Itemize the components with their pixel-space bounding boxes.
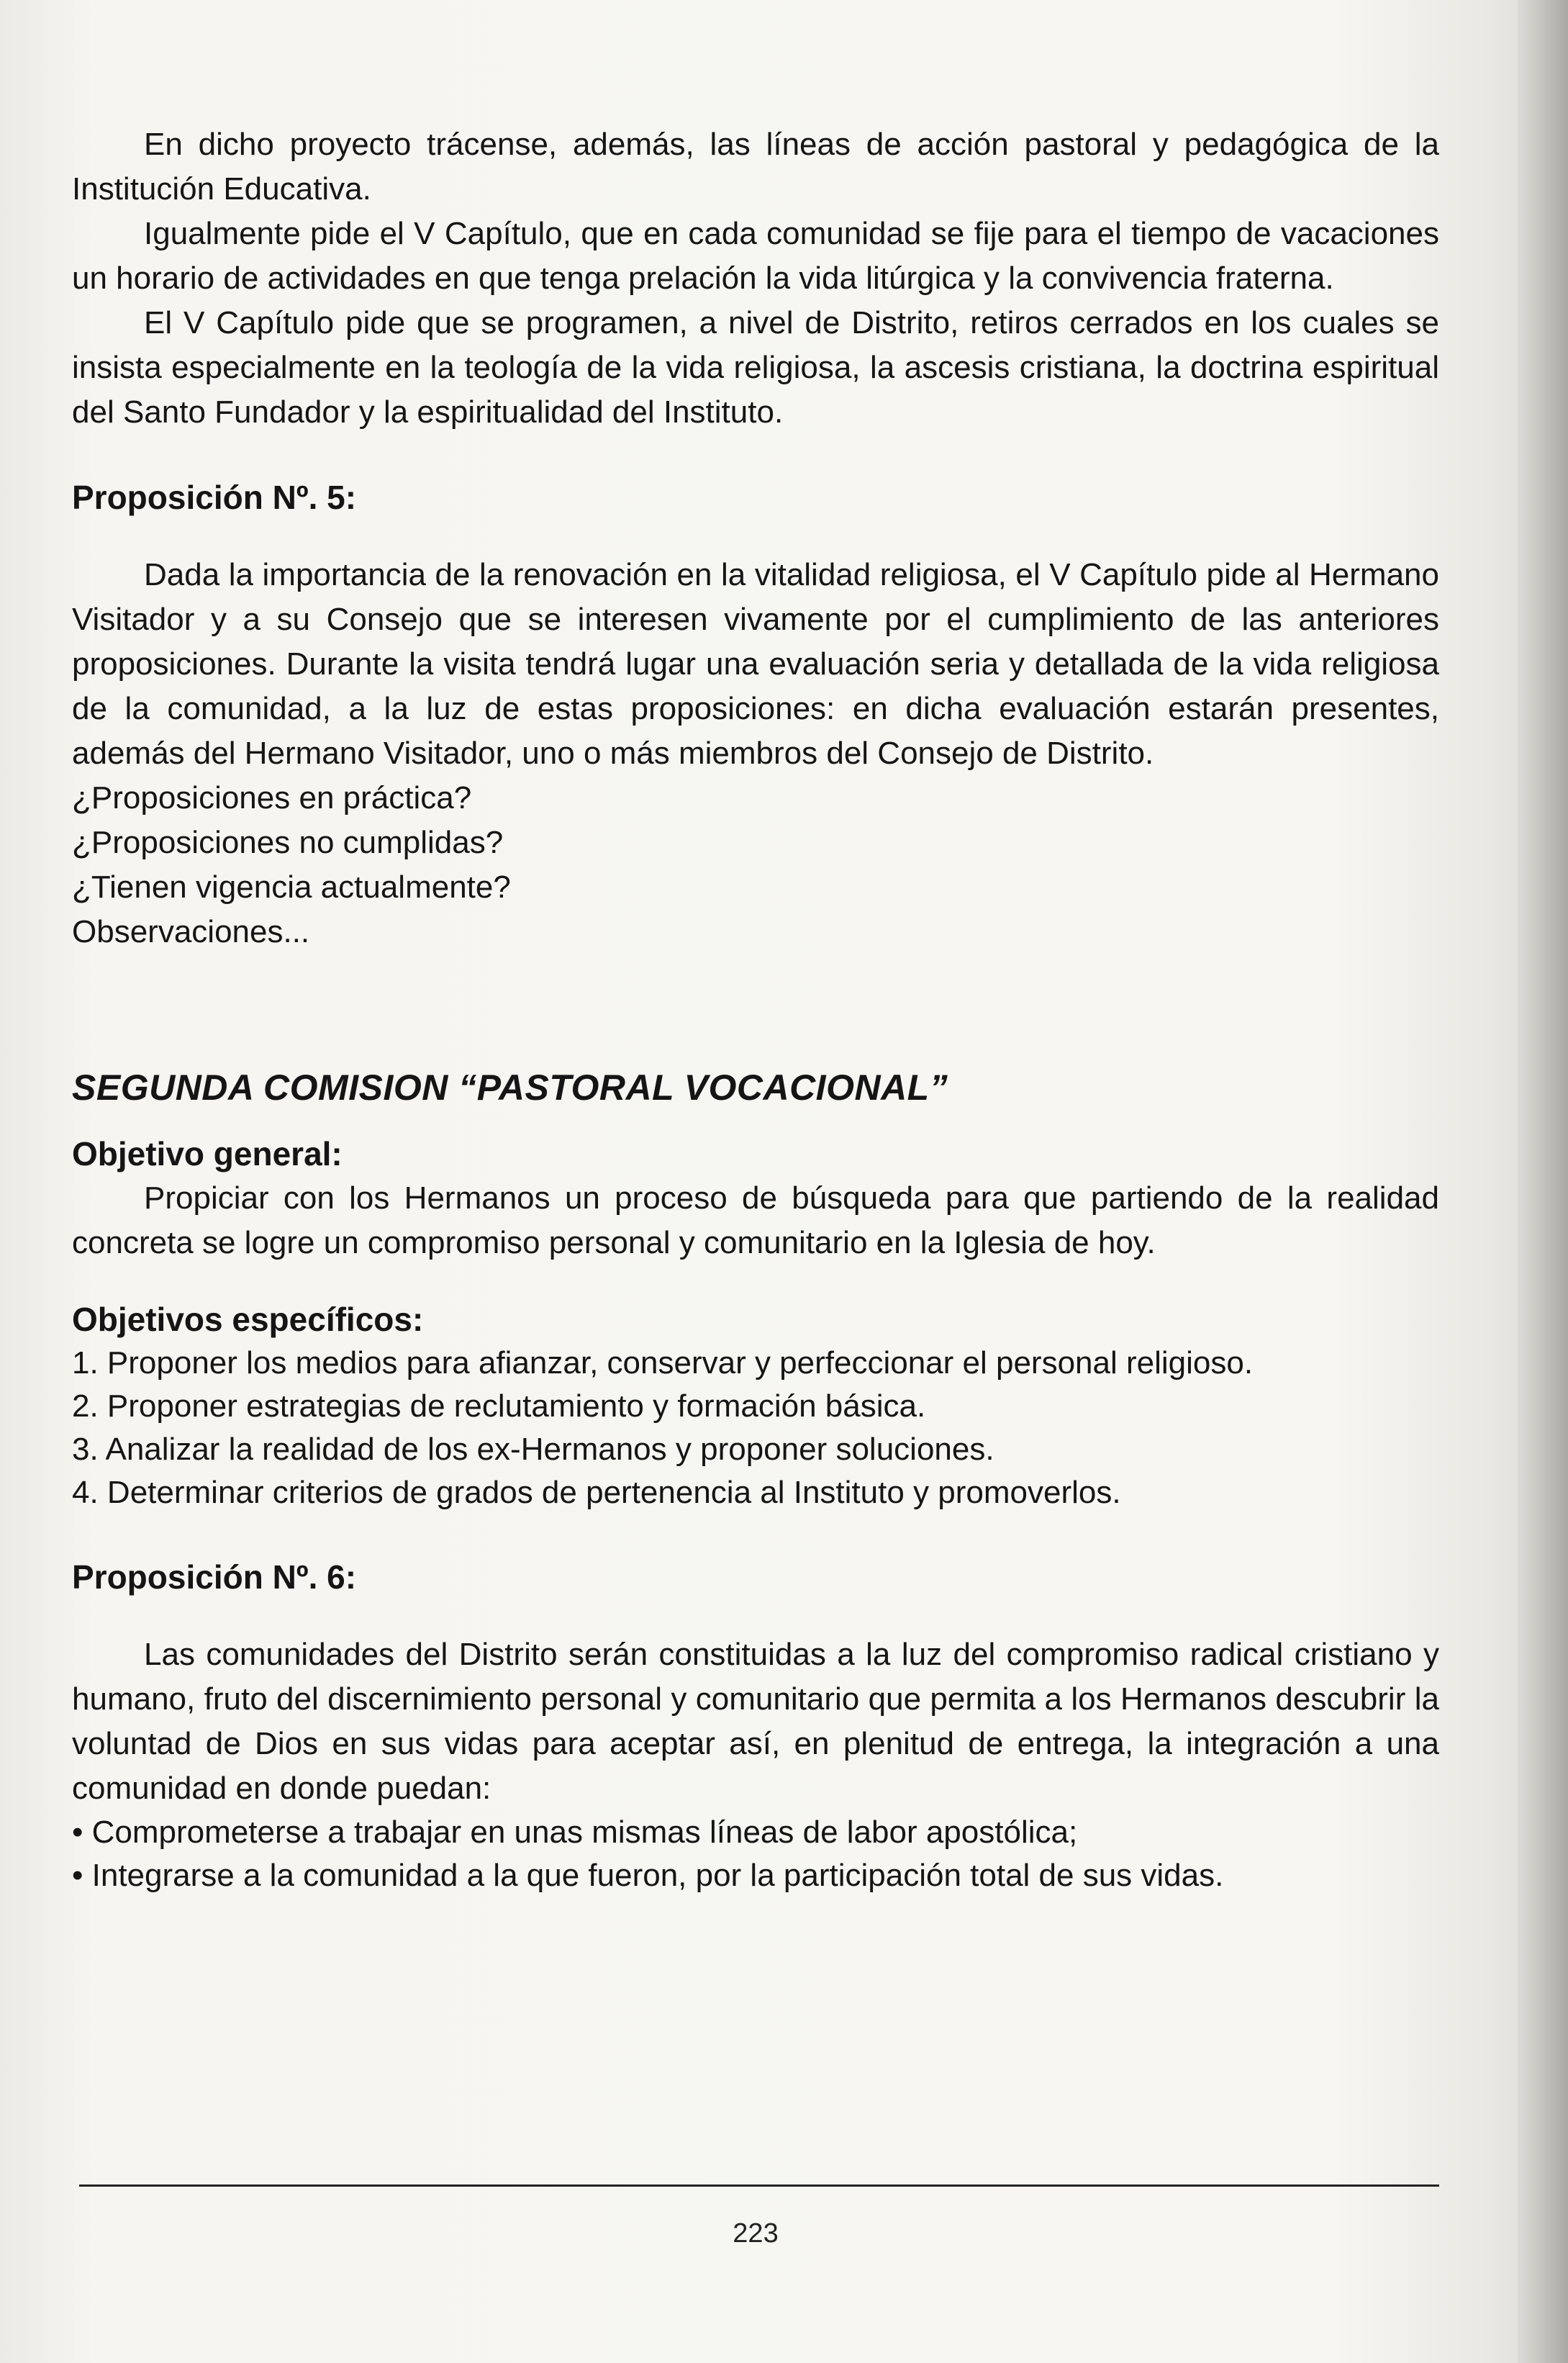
paragraph-retiros: El V Capítulo pide que se programen, a nivel de Distrito, retiros cerrados en los cuales se insista especialmente en la teología de la vida religiosa, la ascesis cristiana, la doctrina espiritual del Santo Fundador y la espiritualidad del Instituto. <box>72 305 1439 430</box>
book-spine-shadow <box>1518 0 1568 2363</box>
objetivos-especificos-label: Objetivos específicos: <box>72 1301 424 1338</box>
observaciones: Observaciones... <box>72 914 310 949</box>
list-item: 3. Analizar la realidad de los ex-Hermanos y proponer soluciones. <box>72 1432 994 1467</box>
proposicion-5-body: Dada la importancia de la renovación en la vitalidad religiosa, el V Capítulo pide al Hermano Visitador y a su Consejo que se interesen vivamente por el cumplimiento de las anteriores proposiciones. Durante la visita tendrá lugar una evaluación seria y detallada de la vida religiosa de la comunidad, a la luz de estas proposiciones: en dicha evaluación estarán presentes, además del Hermano Visitador, uno o más miembros del Consejo de Distrito. <box>72 557 1439 771</box>
list-item: • Comprometerse a trabajar en unas mismas líneas de labor apostólica; <box>72 1815 1078 1850</box>
segunda-comision-title: SEGUNDA COMISION “PASTORAL VOCACIONAL” <box>72 1067 948 1108</box>
question-en-practica: ¿Proposiciones en práctica? <box>72 780 472 815</box>
proposicion-6-body: Las comunidades del Distrito serán constituidas a la luz del compromiso radical cristiano y humano, fruto del discernimiento personal y comunitario que permita a los Hermanos descubrir la voluntad de Dios en sus vidas para aceptar así, en plenitud de entrega, la integración a una comunidad en donde puedan: <box>72 1637 1439 1806</box>
objetivo-general-text: Propiciar con los Hermanos un proceso de búsqueda para que partiendo de la realidad concreta se logre un compromiso personal y comunitario en la Iglesia de hoy. <box>72 1180 1439 1260</box>
proposicion-6-title: Proposición Nº. 6: <box>72 1558 357 1596</box>
list-item: 1. Proponer los medios para afianzar, conservar y perfeccionar el personal religioso. <box>72 1345 1254 1381</box>
proposicion-5-title: Proposición Nº. 5: <box>72 479 357 516</box>
paragraph-vacaciones: Igualmente pide el V Capítulo, que en cada comunidad se fije para el tiempo de vacaciones un horario de actividades en que tenga prelación la vida litúrgica y la convivencia fraterna. <box>72 216 1439 296</box>
proposicion-6-bullets <box>72 1811 1439 1897</box>
list-item: 4. Determinar criterios de grados de pertenencia al Instituto y promoverlos. <box>72 1475 1121 1510</box>
question-vigencia: ¿Tienen vigencia actualmente? <box>72 869 511 905</box>
list-item: • Integrarse a la comunidad a la que fueron, por la participación total de sus vidas. <box>72 1858 1224 1893</box>
footer-divider <box>79 2184 1439 2187</box>
list-item: 2. Proponer estrategias de reclutamiento y formación básica. <box>72 1388 926 1424</box>
page-number: 223 <box>733 2218 779 2249</box>
question-no-cumplidas: ¿Proposiciones no cumplidas? <box>72 825 504 860</box>
objetivo-general-label: Objetivo general: <box>72 1135 343 1173</box>
objetivos-especificos-list <box>72 1342 1439 1514</box>
page-content <box>72 122 1439 1897</box>
paragraph-proyecto: En dicho proyecto trácense, además, las líneas de acción pastoral y pedagógica de la Institución Educativa. <box>72 127 1439 207</box>
